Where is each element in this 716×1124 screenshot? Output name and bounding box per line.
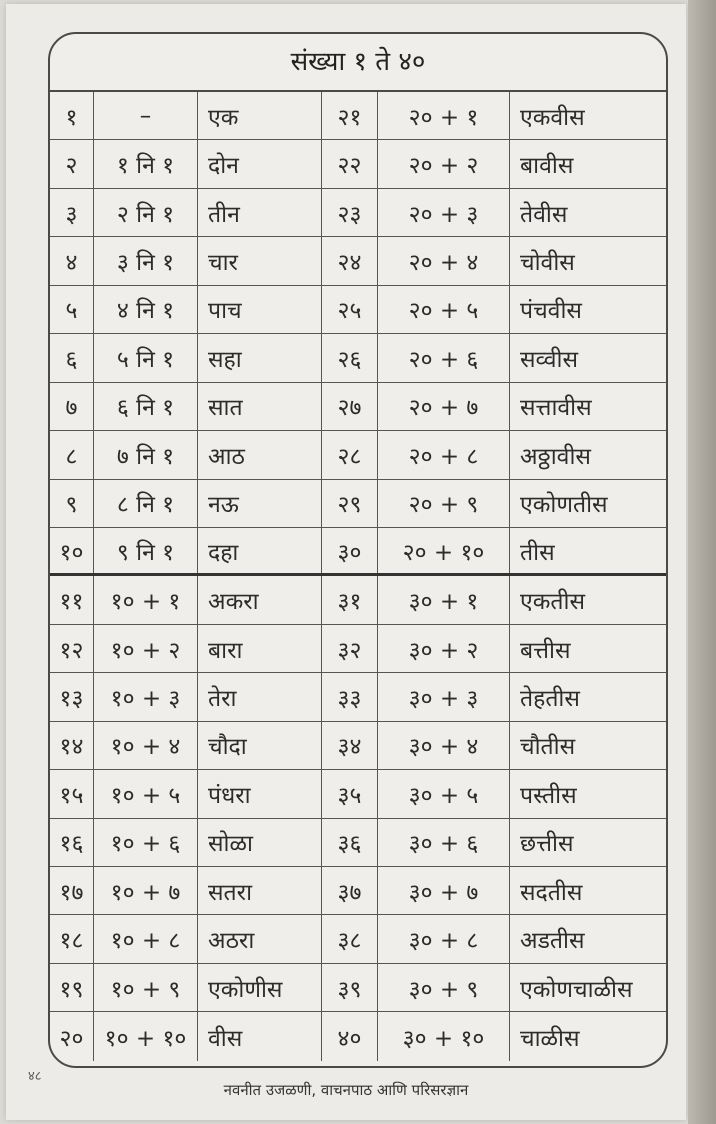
word-cell: एकोणचाळीस (520, 976, 633, 1003)
word-cell: बारा (198, 625, 322, 672)
table-row (50, 480, 666, 528)
expression-cell: ६ नि १ (94, 383, 198, 430)
table-row (50, 1012, 666, 1060)
number-cell: १० (50, 528, 94, 573)
number-cell: १५ (50, 770, 94, 817)
expression-cell: २० + २ (378, 140, 510, 187)
expression-cell: १० + ९ (94, 964, 198, 1011)
word-cell: अडतीस (520, 928, 585, 955)
word-cell: एकोणीस (198, 964, 322, 1011)
expression-cell: ८ नि १ (94, 480, 198, 527)
expression-cell: ९ नि १ (94, 528, 198, 573)
expression-cell: १० + १ (94, 576, 198, 623)
table-row (50, 964, 666, 1012)
number-cell: २६ (322, 334, 378, 381)
word-cell: एक (198, 92, 322, 139)
number-cell: ९ (50, 480, 94, 527)
word-cell: पाच (198, 286, 322, 333)
page-footer: नवनीत उजळणी, वाचनपाठ आणि परिसरज्ञान (223, 1081, 469, 1099)
expression-cell: २० + ६ (378, 334, 510, 381)
expression-cell: ७ नि १ (94, 431, 198, 478)
number-cell: ८ (50, 431, 94, 478)
number-cell: २९ (322, 480, 378, 527)
table-row (50, 673, 666, 721)
word-cell: चाळीस (520, 1025, 580, 1052)
expression-cell: २० + ४ (378, 237, 510, 284)
expression-cell: २० + १० (378, 528, 510, 573)
word-cell: दोन (198, 140, 322, 187)
number-cell: २० (50, 1012, 94, 1060)
word-cell: चोवीस (520, 250, 575, 277)
word-cell: पंचवीस (520, 298, 582, 325)
number-cell: १७ (50, 867, 94, 914)
word-cell: पस्तीस (520, 782, 577, 809)
expression-cell: ३० + ६ (378, 819, 510, 866)
expression-cell: – (94, 92, 198, 139)
number-cell: ३ (50, 189, 94, 236)
word-cell: तीन (198, 189, 322, 236)
word-cell: सव्वीस (520, 346, 579, 373)
number-cell: ११ (50, 576, 94, 623)
expression-cell: २० + ५ (378, 286, 510, 333)
expression-cell: १० + ३ (94, 673, 198, 720)
expression-cell: १० + ५ (94, 770, 198, 817)
expression-cell: २ नि १ (94, 189, 198, 236)
expression-cell: ३० + ४ (378, 722, 510, 769)
word-cell: नऊ (198, 480, 322, 527)
expression-cell: २० + १ (378, 92, 510, 139)
expression-cell: २० + ७ (378, 383, 510, 430)
table-row (50, 625, 666, 673)
word-cell: पंधरा (198, 770, 322, 817)
expression-cell: ३० + ५ (378, 770, 510, 817)
word-cell: अठ्ठावीस (520, 443, 591, 470)
expression-cell: ३० + ८ (378, 915, 510, 962)
expression-cell: ५ नि १ (94, 334, 198, 381)
number-cell: ३६ (322, 819, 378, 866)
book-page (6, 4, 686, 1120)
number-cell: ३२ (322, 625, 378, 672)
table-body (50, 92, 666, 1061)
table-row (50, 819, 666, 867)
number-cell: ३७ (322, 867, 378, 914)
table-row (50, 286, 666, 334)
expression-cell: २० + ३ (378, 189, 510, 236)
word-cell: वीस (198, 1012, 322, 1060)
expression-cell: १० + २ (94, 625, 198, 672)
expression-cell: ३० + ३ (378, 673, 510, 720)
table-row (50, 867, 666, 915)
table-row (50, 140, 666, 188)
word-cell: आठ (198, 431, 322, 478)
expression-cell: १० + १० (94, 1012, 198, 1060)
expression-cell: १० + ६ (94, 819, 198, 866)
number-cell: १८ (50, 915, 94, 962)
word-cell: बावीस (520, 153, 574, 180)
word-cell: तेहतीस (520, 685, 580, 712)
number-cell: २ (50, 140, 94, 187)
number-cell: ४० (322, 1012, 378, 1060)
number-cell: ३५ (322, 770, 378, 817)
table-row (50, 92, 666, 140)
expression-cell: १० + ७ (94, 867, 198, 914)
number-cell: २७ (322, 383, 378, 430)
word-cell: दहा (198, 528, 322, 573)
expression-cell: २० + ८ (378, 431, 510, 478)
number-cell: २३ (322, 189, 378, 236)
number-cell: २२ (322, 140, 378, 187)
number-cell: ३९ (322, 964, 378, 1011)
number-cell: १ (50, 92, 94, 139)
table-row (50, 915, 666, 963)
expression-cell: १० + ४ (94, 722, 198, 769)
expression-cell: ४ नि १ (94, 286, 198, 333)
expression-cell: ३० + २ (378, 625, 510, 672)
number-cell: ४ (50, 237, 94, 284)
expression-cell: ३० + १ (378, 576, 510, 623)
table-title: संख्या १ ते ४० (50, 34, 666, 92)
number-cell: ३३ (322, 673, 378, 720)
word-cell: तेवीस (520, 201, 568, 228)
table-row (50, 431, 666, 479)
word-cell: छत्तीस (520, 831, 574, 858)
table-row (50, 576, 666, 624)
word-cell: तीस (520, 539, 555, 566)
number-cell: ७ (50, 383, 94, 430)
table-row (50, 770, 666, 818)
number-cell: ६ (50, 334, 94, 381)
number-table (48, 32, 668, 1068)
word-cell: अकरा (198, 576, 322, 623)
table-row (50, 528, 666, 576)
word-cell: सोळा (198, 819, 322, 866)
number-cell: २८ (322, 431, 378, 478)
number-cell: १९ (50, 964, 94, 1011)
number-cell: ३१ (322, 576, 378, 623)
number-cell: ५ (50, 286, 94, 333)
word-cell: चार (198, 237, 322, 284)
page-number: ४८ (28, 1069, 42, 1084)
word-cell: सत्तावीस (520, 395, 592, 422)
expression-cell: १ नि १ (94, 140, 198, 187)
word-cell: एकतीस (520, 589, 585, 616)
table-row (50, 383, 666, 431)
word-cell: सहा (198, 334, 322, 381)
word-cell: तेरा (198, 673, 322, 720)
table-row (50, 189, 666, 237)
word-cell: सतरा (198, 867, 322, 914)
expression-cell: ३ नि १ (94, 237, 198, 284)
number-cell: १२ (50, 625, 94, 672)
number-cell: २५ (322, 286, 378, 333)
word-cell: सदतीस (520, 879, 583, 906)
expression-cell: १० + ८ (94, 915, 198, 962)
table-row (50, 237, 666, 285)
expression-cell: ३० + ७ (378, 867, 510, 914)
table-row (50, 334, 666, 382)
expression-cell: ३० + ९ (378, 964, 510, 1011)
word-cell: चौदा (198, 722, 322, 769)
word-cell: एकवीस (520, 104, 585, 131)
number-cell: १४ (50, 722, 94, 769)
word-cell: बत्तीस (520, 637, 571, 664)
word-cell: अठरा (198, 915, 322, 962)
number-cell: ३० (322, 528, 378, 573)
number-cell: ३८ (322, 915, 378, 962)
word-cell: सात (198, 383, 322, 430)
number-cell: १६ (50, 819, 94, 866)
number-cell: २४ (322, 237, 378, 284)
number-cell: १३ (50, 673, 94, 720)
table-row (50, 722, 666, 770)
number-cell: २१ (322, 92, 378, 139)
word-cell: चौतीस (520, 734, 576, 761)
book-spine-edge (688, 0, 716, 1124)
expression-cell: २० + ९ (378, 480, 510, 527)
expression-cell: ३० + १० (378, 1012, 510, 1060)
number-cell: ३४ (322, 722, 378, 769)
word-cell: एकोणतीस (520, 492, 608, 519)
